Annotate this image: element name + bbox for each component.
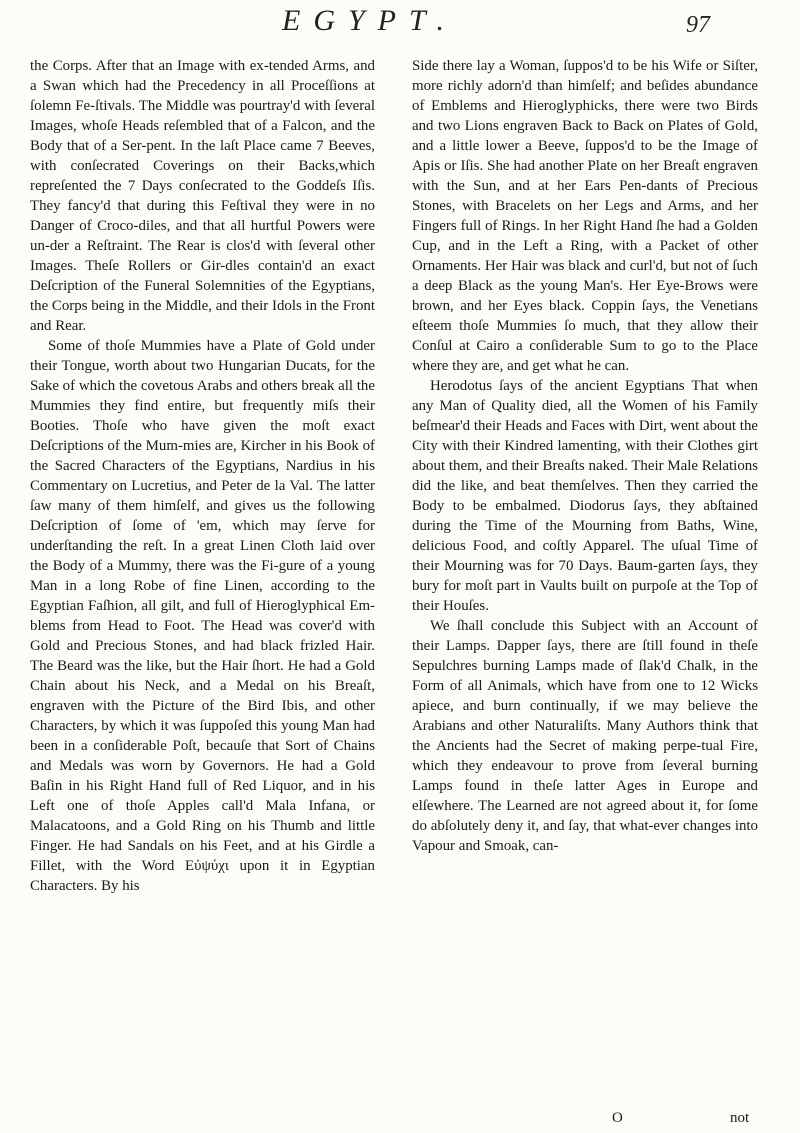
paragraph: the Corps. After that an Image with ex-tended Arms, and a Swan which had the Precedency in all Proceſſions at ſolemn Fe-ſtivals. The Middle was pourtray'd with ſeveral Images, whoſe Heads reſembled that of a Falcon, and the Body that of a Ser-pent. In the laſt Place came 7 Beeves, with conſecrated Coverings on their Backs,which repreſented the 7 Days conſecrated to the Goddeſs Iſis. They fancy'd that during this Feſtival they were in no Danger of Croco-diles, and that all hurtful Powers were un-der a Reſtraint. The Rear is clos'd with ſeveral other Images. Theſe Rollers or Gir-dles contain'd an exact Deſcription of the Funeral Solemnities of the Egyptians, the Corps being in the Middle, and their Idols in the Front and Rear.	[30, 58, 375, 334]
right-column	[412, 56, 758, 856]
page-number: 97	[686, 12, 710, 38]
paragraph: We ſhall conclude this Subject with an Account of their Lamps. Dapper ſays, there are ſtill found in theſe Sepulchres burning Lamps made of ſlak'd Chalk, in the Form of all Animals, which have from one to 12 Wicks apiece, and burn continually, if we may believe the Arabians and other Naturaliſts. Many Authors think that the Ancients had the Secret of making perpe-tual Fire, which they endeavour to prove from ſeveral burning Lamps found in theſe latter Ages in Europe and elſewhere. The Learned are not agreed about it, for ſome do abſolutely deny it, and ſay, that what-ever changes into Vapour and Smoak, can-	[412, 618, 758, 854]
paragraph: Some of thoſe Mummies have a Plate of Gold under their Tongue, worth about two Hungarian Ducats, for the Sake of which the covetous Arabs and others break all the Mummies they find entire, but frequently miſs their Booties. Thoſe who have given the moſt exact Deſcriptions of the Mum-mies are, Kircher in his Book of the Sacred Characters of the Egyptians, Nardius in his Commentary on Lucretius, and Peter de la Val. The latter ſaw many of them himſelf, and gives us the following Deſcription of ſome of 'em, which may ſerve for underſtanding the reſt. In a great Linen Cloth laid over the Body of a Mummy, there was the Fi-gure of a young Man in a long Robe of fine Linen, according to the Egyptian Faſhion, all gilt, and full of Hieroglyphical Em-blems from Head to Foot. The Head was cover'd with Gold and Precious Stones, and had black frizled Hair. The Beard was the like, but the Hair ſhort. He had a Gold Chain about his Neck, and a Medal on his Breaſt, engraven with the Picture of the Bird Ibis, and other Characters, by which it was ſuppoſed this young Man had been in a conſiderable Poſt, becauſe that Sort of Chains and Medals was worn by Governors. He had a Gold Baſin in his Right Hand full of Red Liquor, and in his Left one of thoſe Apples call'd Mala Infana, or Malacatoons, and a Gold Ring on his Thumb and little Finger. He had Sandals on his Feet, and at his Girdle a Fillet, with the Word Εὐψύχι upon it in Egyptian Characters. By his	[30, 338, 375, 894]
left-column	[30, 56, 375, 896]
paragraph: Side there lay a Woman, ſuppos'd to be his Wife or Siſter, more richly adorn'd than himſelf; and beſides abundance of Emblems and Hieroglyphicks, there were two Birds and two Lions engraven Back to Back on Plates of Gold, and a little lower a Beeve, ſuppos'd to be the Image of Apis or Iſis. She had another Plate on her Breaſt engraven with the Sun, and at her Ears Pen-dants of Precious Stones, with Bracelets on her Legs and Arms, and her Fingers full of Rings. In her Right Hand ſhe had a Golden Cup, and in the Left a Ring, with a Packet of other Ornaments. Her Hair was black and curl'd, but not of ſuch a deep Black as the young Man's. Her Eye-Brows were brown, and her Eyes black. Coppin ſays, the Venetians eſteem thoſe Mummies ſo much, that they allow their Conſul at Cairo a conſiderable Sum to go to the Place where they are, and get what he can.	[412, 58, 758, 374]
page-header	[0, 4, 800, 44]
paragraph: Herodotus ſays of the ancient Egyptians That when any Man of Quality died, all the Women of his Family beſmear'd their Heads and Faces with Dirt, went about the City with their Kindred lamenting, with their Clothes girt about them, and their Breaſts naked. Their Male Relations did the like, and beat themſelves. Then they carried the Body to be embalmed. Diodorus ſays, they abſtained during the Time of the Mourning from Baths, Wine, delicious Food, and coſtly Apparel. The uſual Time of their Mourning was for 70 Days. Baum-garten ſays, they bury for moſt part in Vaults built on purpoſe at the Top of their Houſes.	[412, 378, 758, 614]
page-footer	[0, 1110, 800, 1130]
catchword: not	[730, 1110, 750, 1126]
signature-mark: O	[612, 1110, 623, 1126]
running-head: EGYPT.	[282, 4, 457, 37]
